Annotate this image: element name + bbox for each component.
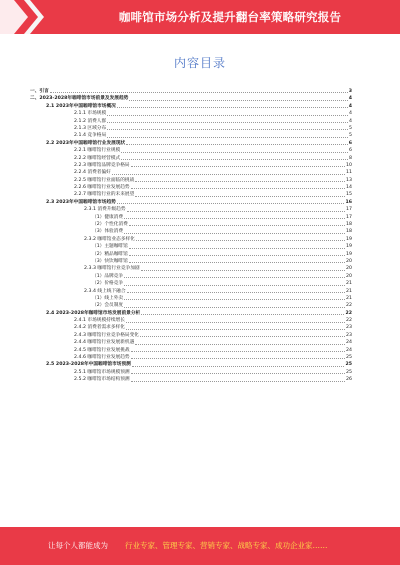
toc-entry-text: 2.1.4 竞争格局 (74, 133, 107, 139)
toc-page-number: 17 (346, 214, 352, 220)
toc-entry-text: 2.4.3 咖啡馆行业竞争格局变化 (74, 332, 139, 338)
toc-entry[interactable] (30, 295, 352, 302)
toc-page-number: 21 (346, 281, 352, 287)
toc-entry-text: （1）健康消费 (92, 214, 124, 220)
toc-page-number: 4 (348, 103, 352, 109)
toc-entry-text: 2.4.2 消费者需求多样化 (74, 325, 125, 331)
toc-entry-text: 2.3 2023年中国咖啡馆市场趋势 (46, 199, 116, 205)
toc-entry[interactable] (30, 339, 352, 346)
toc-entry-text: （2）价格竞争 (92, 281, 124, 287)
toc-page-number: 25 (346, 355, 352, 361)
toc-page-number: 21 (346, 288, 352, 294)
toc-page-number: 20 (346, 266, 352, 272)
toc-entry-text: （3）快饮咖啡馆 (92, 258, 128, 264)
toc-entry[interactable] (30, 376, 352, 383)
toc-page-number: 4 (349, 111, 352, 117)
toc-page-number: 15 (346, 192, 352, 198)
toc-page-number: 13 (346, 177, 352, 183)
toc-entry[interactable] (30, 169, 352, 176)
toc-entry-text: 2.2.5 咖啡馆行业面临的挑战 (74, 177, 135, 183)
header-flag-icon (0, 0, 44, 34)
footer-roles: 行业专家、管理专家、营销专家、战略专家、成功企业家…… (125, 541, 328, 550)
toc-leader-dots (127, 292, 345, 293)
toc-entry-text: 2.1.1 市场规模 (74, 111, 107, 117)
toc-page-number: 5 (349, 125, 352, 131)
toc-leader-dots (126, 144, 348, 145)
toc-page-number: 24 (346, 347, 352, 353)
toc-entry-text: 2.1.3 区域分布 (74, 125, 107, 131)
toc-entry-text: 2.4.1 市场规模持续增长 (74, 318, 125, 324)
toc-leader-dots (131, 166, 345, 167)
toc-leader-dots (107, 122, 348, 123)
toc-leader-dots (121, 152, 348, 153)
toc-leader-dots (124, 307, 345, 308)
toc-entry-text: 2.2.3 咖啡馆品牌竞争格局 (74, 162, 130, 168)
toc-leader-dots (131, 381, 345, 382)
toc-leader-dots (141, 314, 344, 315)
toc-page-number: 8 (349, 155, 352, 161)
toc-entry-text: （2）精品咖啡馆 (92, 251, 128, 257)
toc-entry[interactable] (30, 354, 352, 361)
toc-entry[interactable] (30, 206, 352, 213)
toc-page-number: 4 (348, 96, 352, 102)
header-bar (0, 0, 400, 34)
toc-entry[interactable] (30, 273, 352, 280)
toc-entry[interactable] (30, 243, 352, 250)
footer-bar (0, 527, 400, 565)
toc-page-number: 23 (346, 325, 352, 331)
toc-entry[interactable] (30, 258, 352, 265)
toc-entry[interactable] (30, 103, 352, 110)
toc-leader-dots (129, 100, 347, 101)
toc-leader-dots (129, 262, 345, 263)
toc-page-number: 10 (346, 162, 352, 168)
toc-page-number: 19 (346, 251, 352, 257)
toc-entry[interactable] (30, 199, 352, 206)
toc-page-number: 23 (346, 332, 352, 338)
toc-entry-text: 2.4.6 咖啡馆行业发展趋势 (74, 355, 130, 361)
toc-page-number: 19 (346, 236, 352, 242)
toc-entry[interactable] (30, 184, 352, 191)
toc-leader-dots (107, 115, 348, 116)
toc-leader-dots (126, 322, 345, 323)
toc-page-number: 5 (349, 133, 352, 139)
toc-leader-dots (129, 248, 345, 249)
toc-page-number: 14 (346, 185, 352, 191)
toc-entry-text: 2.2.1 咖啡馆行业规模 (74, 148, 121, 154)
toc-leader-dots (135, 181, 345, 182)
toc-leader-dots (124, 277, 345, 278)
toc-entry-text: （3）体验消费 (92, 229, 124, 235)
toc-entry[interactable] (30, 88, 352, 95)
toc-page-number: 20 (346, 273, 352, 279)
toc-page-number: 6 (348, 140, 352, 146)
toc-entry[interactable] (30, 369, 352, 376)
toc-leader-dots (124, 233, 345, 234)
toc-entry-text: 2.2.6 咖啡馆行业发展趋势 (74, 185, 130, 191)
footer-slogan: 让每个人都能成为 (48, 541, 108, 550)
toc-leader-dots (131, 373, 345, 374)
toc-leader-dots (136, 240, 345, 241)
toc-entry-text: 2.1 2023年中国咖啡馆市场概况 (46, 103, 116, 109)
toc-leader-dots (124, 299, 345, 300)
toc-entry-text: （1）线上外卖 (92, 295, 124, 301)
toc-page-number: 17 (346, 207, 352, 213)
toc-leader-dots (140, 336, 345, 337)
toc-page-number: 21 (346, 295, 352, 301)
toc-entry[interactable] (30, 280, 352, 287)
toc-entry[interactable] (30, 132, 352, 139)
toc-page-number: 22 (346, 303, 352, 309)
toc-entry[interactable] (30, 361, 352, 368)
toc-entry-text: 2.5.2 咖啡馆市场结构预测 (74, 377, 130, 383)
toc-entry[interactable] (30, 310, 352, 317)
toc-entry-text: 2.4.4 咖啡馆行业发展新机遇 (74, 340, 135, 346)
toc-entry-text: 2.2 2023年中国咖啡馆行业发展现状 (46, 140, 126, 146)
toc-entry[interactable] (30, 177, 352, 184)
toc-leader-dots (107, 129, 348, 130)
toc-entry[interactable] (30, 118, 352, 125)
toc-entry-text: （1）品牌竞争 (92, 273, 124, 279)
toc-entry-text: （1）主题咖啡馆 (92, 244, 128, 250)
toc-entry[interactable] (30, 110, 352, 117)
toc-page-number: 26 (346, 377, 352, 383)
toc-entry[interactable] (30, 191, 352, 198)
toc-entry[interactable] (30, 288, 352, 295)
toc-entry-text: 一、引言 (30, 88, 49, 94)
toc-page-number: 11 (346, 170, 352, 176)
toc-page-number: 22 (346, 318, 352, 324)
toc-entry-text: 2.5 2023-2028年中国咖啡馆市场预测 (46, 362, 131, 368)
toc-leader-dots (135, 196, 345, 197)
toc-page-number: 16 (345, 199, 352, 205)
toc-leader-dots (127, 211, 345, 212)
toc-entry-text: 2.1.2 消费人群 (74, 118, 107, 124)
toc-entry[interactable] (30, 265, 352, 272)
toc-entry[interactable] (30, 317, 352, 324)
toc-entry[interactable] (30, 140, 352, 147)
toc-leader-dots (124, 218, 345, 219)
toc-entry-text: 2.4.5 咖啡馆行业发展挑战 (74, 347, 130, 353)
toc-entry[interactable] (30, 347, 352, 354)
toc-entry-text: 2.4 2023-2028年咖啡馆市场发展前景分析 (46, 310, 141, 316)
toc-entry[interactable] (30, 125, 352, 132)
toc-page-number: 18 (346, 229, 352, 235)
toc-leader-dots (107, 137, 348, 138)
toc-entry-text: 2.3.4 线上线下融合 (84, 288, 126, 294)
toc-leader-dots (121, 159, 348, 160)
toc-entry-text: 2.3.1 消费升级趋势 (84, 207, 126, 213)
toc-page-number: 19 (346, 244, 352, 250)
toc-page-number: 25 (345, 362, 352, 368)
toc-entry[interactable] (30, 251, 352, 258)
toc-entry-text: 2.3.2 咖啡馆业态多样化 (84, 236, 135, 242)
toc-entry[interactable] (30, 302, 352, 309)
toc-page-number: 3 (348, 88, 352, 94)
toc-heading: 内容目录 (173, 56, 226, 70)
toc-leader-dots (117, 203, 345, 204)
toc-entry-text: （2）会员制度 (92, 303, 124, 309)
toc-entry-text: （2）个性化消费 (92, 222, 128, 228)
toc-entry[interactable] (30, 214, 352, 221)
toc-entry[interactable] (30, 325, 352, 332)
toc-page-number: 6 (349, 148, 352, 154)
toc-leader-dots (112, 174, 345, 175)
toc-entry-text: 二、2023-2028年咖啡馆市场前景及发展趋势 (30, 96, 129, 102)
toc-entry-text: 2.2.4 消费者偏好 (74, 170, 111, 176)
report-title: 咖啡馆市场分析及提升翻台率策略研究报告 (118, 10, 342, 24)
toc-page-number: 18 (346, 222, 352, 228)
toc-leader-dots (135, 344, 345, 345)
toc-entry-text: 2.2.2 咖啡馆经营模式 (74, 155, 121, 161)
toc-leader-dots (131, 188, 345, 189)
toc-page-number: 25 (346, 369, 352, 375)
toc-entry[interactable] (30, 221, 352, 228)
toc-entry[interactable] (30, 95, 352, 102)
toc-page-number: 24 (346, 340, 352, 346)
toc-entry[interactable] (30, 332, 352, 339)
toc-entry[interactable] (30, 155, 352, 162)
toc-leader-dots (50, 92, 348, 93)
toc-entry-text: 2.3.3 咖啡馆行业竞争加剧 (84, 266, 140, 272)
toc-leader-dots (129, 225, 345, 226)
toc-leader-dots (126, 329, 345, 330)
toc-entry[interactable] (30, 236, 352, 243)
toc-entry[interactable] (30, 147, 352, 154)
toc-leader-dots (124, 285, 345, 286)
toc-page-number: 4 (349, 118, 352, 124)
toc-leader-dots (129, 255, 345, 256)
toc-leader-dots (131, 358, 345, 359)
table-of-contents (30, 88, 352, 384)
toc-leader-dots (141, 270, 345, 271)
toc-leader-dots (131, 351, 345, 352)
toc-entry-text: 2.2.7 咖啡馆行业的未来展望 (74, 192, 135, 198)
toc-leader-dots (132, 366, 345, 367)
toc-page-number: 22 (345, 310, 352, 316)
toc-entry[interactable] (30, 162, 352, 169)
toc-entry[interactable] (30, 228, 352, 235)
toc-page-number: 20 (346, 258, 352, 264)
toc-entry-text: 2.5.1 咖啡馆市场规模预测 (74, 369, 130, 375)
toc-leader-dots (117, 107, 348, 108)
